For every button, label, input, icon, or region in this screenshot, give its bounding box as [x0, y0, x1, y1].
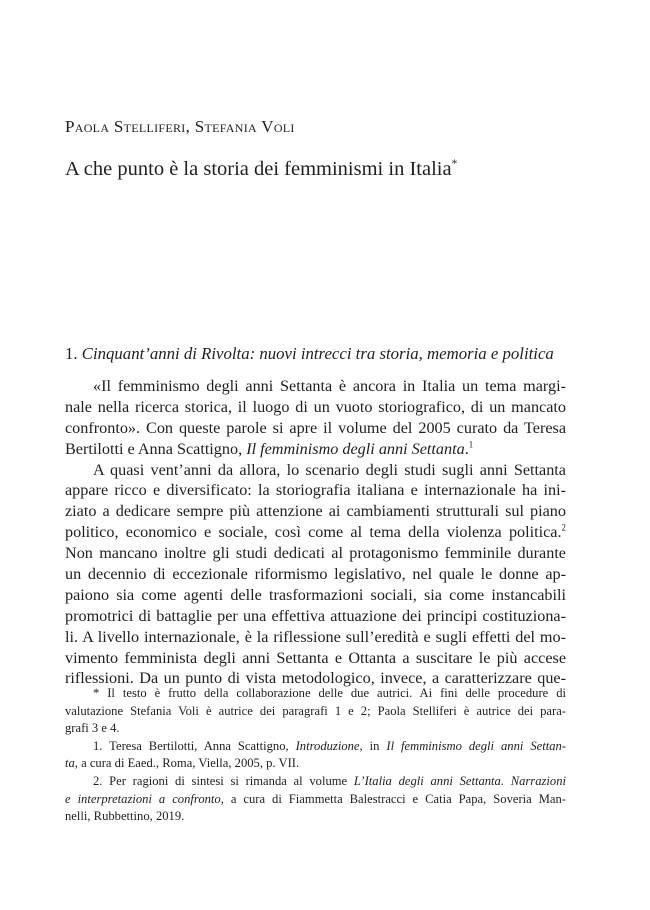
- body-line: «Il femminismo degli anni Settanta è ancora in Italia un tema margi-: [93, 377, 566, 395]
- footnote-text: , a cura di Eaed., Roma, Viella, 2005, p. VII.: [74, 756, 300, 771]
- body-line: un decennio di eccezionale riformismo legislativo, nel quale le donne ap-: [65, 565, 566, 584]
- footnote-line: [65, 755, 566, 773]
- body-line: A quasi vent’anni da allora, lo scenario degli studi sugli anni Settanta: [93, 460, 566, 479]
- footnote-text: 1. Teresa Bertilotti, Anna Scattigno,: [93, 738, 296, 753]
- body-line-text: .: [464, 439, 469, 458]
- body-line: riflessioni. Da un punto di vista metodologico, invece, a caratterizzare que-: [65, 669, 566, 688]
- article-title-text: A che punto è la storia dei femminismi in Italia: [65, 158, 452, 180]
- body-line: Non mancano inoltre gli studi dedicati al protagonismo femminile durante: [65, 544, 566, 563]
- footnote-line: grafi 3 e 4.: [65, 721, 120, 736]
- footnote-line: [65, 773, 566, 791]
- footnote-line: nelli, Rubbettino, 2019.: [65, 809, 185, 824]
- body-line-text: politico, economico e sociale, così come al tema della violenza politica.: [65, 523, 562, 542]
- footnotes: [65, 685, 566, 826]
- author-names: Paola Stelliferi, Stefania Voli: [65, 117, 295, 136]
- body-line: li. A livello internazionale, è la riflessione sull’eredità e sugli effetti del mo-: [65, 627, 566, 646]
- body-line: [65, 522, 566, 543]
- body-line: paiono sia come agenti delle trasformazioni sociali, sia come instancabili: [65, 585, 566, 604]
- footnote-line: * Il testo è frutto della collaborazione delle due autrici. Ai fini delle procedure di: [93, 686, 566, 700]
- footnote-line: [65, 791, 566, 809]
- title-footnote-mark: *: [451, 158, 458, 171]
- body-line: [65, 439, 566, 460]
- footnote-italic: Il femminismo degli anni Settan-: [386, 738, 566, 753]
- footnote-text: a cura di Fiammetta Balestracci e Catia Papa, Soveria Man-: [223, 791, 566, 806]
- body-line: promotrici di battaglie per una effettiva attuazione dei principi costituziona-: [65, 606, 566, 625]
- footnote-italic: Introduzione: [295, 738, 360, 753]
- footnote-text: , in: [359, 738, 387, 753]
- footnote-italic: L’Italia degli anni Settanta. Narrazioni: [353, 773, 566, 788]
- book-title: Il femminismo degli anni Settanta: [246, 439, 465, 458]
- body-line: confronto». Con queste parole si apre il volume del 2005 curato da Teresa: [65, 418, 566, 437]
- footnote-ref-1: 1: [468, 439, 474, 450]
- footnote-line: [65, 738, 566, 756]
- body-line: ziato a dedicare sempre più attenzione ai cambiamenti strutturali sul piano: [65, 502, 566, 521]
- footnote-text: 2. Per ragioni di sintesi si rimanda al volume: [93, 773, 354, 788]
- body-line-text: Bertilotti e Anna Scattigno,: [65, 439, 247, 458]
- section-title: Cinquant’anni di Rivolta: nuovi intrecci tra storia, memoria e politica: [81, 344, 554, 363]
- footnote-line: valutazione Stefania Voli è autrice dei paragrafi 1 e 2; Paola Stelliferi è autrice dei para-: [65, 703, 566, 718]
- body-line: vimento femminista degli anni Settanta e Ottanta a suscitare le più accese: [65, 648, 566, 667]
- section-heading: [65, 344, 554, 364]
- footnote-italic: e interpretazioni a confronto,: [65, 791, 224, 806]
- section-number: 1.: [65, 344, 82, 363]
- footnote-ref-2: 2: [561, 522, 566, 533]
- footnote-italic: ta: [65, 756, 75, 771]
- body-text: [65, 376, 566, 689]
- article-title: [65, 158, 457, 181]
- body-line: nale nella ricerca storica, il luogo di un vuoto storiografico, di un mancato: [65, 397, 566, 416]
- body-line: appare ricco e diversificato: la storiografia italiana e internazionale ha ini-: [65, 481, 566, 500]
